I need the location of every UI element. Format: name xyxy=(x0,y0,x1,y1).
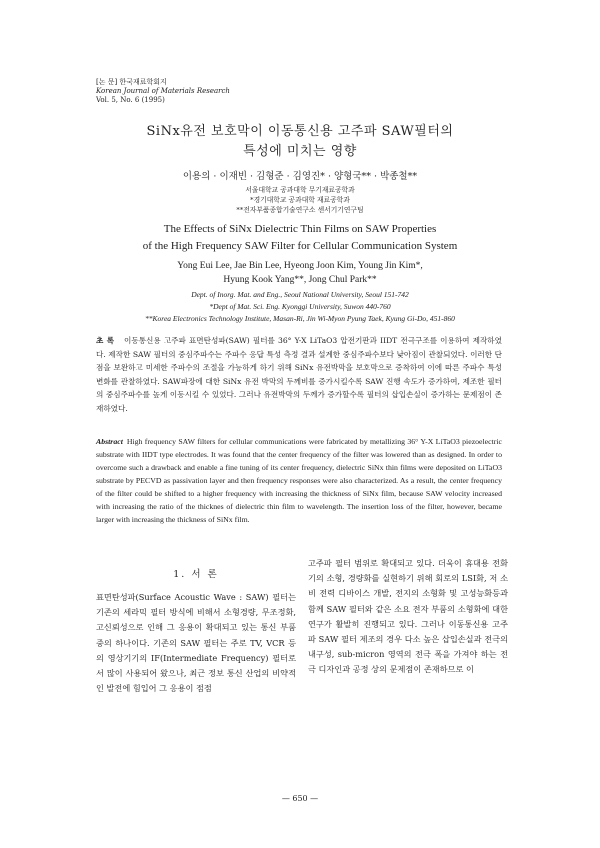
korean-affiliations xyxy=(0,185,600,215)
english-affiliations xyxy=(0,289,600,325)
english-abstract-text: High frequency SAW filters for cellular communications were fabricated by metallizing 36° Y-X LiTaO3 piezoelectric substrate with IIDT type electrodes. It was found that the center frequency of the filter was lowered than as designed. In order to overcome such a drawback and enable a fine tuning of its center frequency, dielectric SiNx thin films were deposited on LiTaO3 substrate by PECVD as passivation layer and then frequency responses were also characterized. As a result, the center frequency of the filter could be shifted to a higher frequency with increasing the thickness of SiNx film, because SAW velocity increased with increasing the ratio of the thicknes of dielectric thin film to wavelength. The insertion loss of the filter, however, became larger with increasing the thickness of SiNx film. xyxy=(96,437,502,524)
journal-name-english: Korean Journal of Materials Research xyxy=(96,87,230,95)
body-paragraph: 고주파 필터 범위로 확대되고 있다. 더욱이 휴대용 전화기의 소형, 경량화를 실현하기 위해 회로의 LSI화, 저 소비 전력 디바이스 개발, 전지의 소형화 및 고성능화등과 함께 SAW 필터와 같은 소요 전자 부품의 소형화에 대한 연구가 활발히 진행되고 있다. 그러나 이동통신용 고주파 SAW 필터 제조의 경우 다소 높은 삽입손실과 전극의 내구성, sub-micron 영역의 전극 폭을 가져야 하는 전극 디자인과 공정 상의 문제점이 존재하므로 이 xyxy=(308,558,508,675)
body-paragraph: 표면탄성파(Surface Acoustic Wave : SAW) 필터는 기존의 세라믹 필터 방식에 비해서 소형경량, 무조정화, 고신뢰성으로 인해 그 응용이 확대되고 있는 통신 부품 중의 하나이다. 기존의 SAW 필터는 주로 TV, VCR 등의 영상기기의 IF(Intermediate Frequency) 필터로서 많이 사용되어 왔으나, 최근 정보 통신 산업의 비약적인 발전에 힘입어 그 응용이 점점 xyxy=(96,592,296,694)
page-number: — 650 — xyxy=(281,794,319,803)
journal-name-korean: [논 문] 한국재료학회지 xyxy=(96,78,167,86)
korean-abstract xyxy=(96,334,502,416)
korean-authors: 이용의 · 이재빈 · 김형준 · 김영진* · 양형국** · 박종철** xyxy=(182,171,418,182)
english-abstract-label: Abstract xyxy=(96,437,123,446)
korean-abstract-label: 초 록 xyxy=(96,336,115,345)
korean-affiliation: *경기대학교 공과대학 재료공학과 xyxy=(250,196,350,204)
english-authors-line1: Yong Eui Lee, Jae Bin Lee, Hyeong Joon Kim, Young Jin Kim*, xyxy=(177,261,423,271)
english-abstract xyxy=(96,435,502,526)
section-title: 1. 서 론 xyxy=(173,569,219,580)
korean-abstract-text: 이동통신용 고주파 표면탄성파(SAW) 필터를 36° Y-X LiTaO3 압전기판과 IIDT 전극구조를 이용하여 제작하였다. 제작한 SAW 필터의 중심주파수는 주파수 응답 특성 측정 결과 설계한 중심주파수보다 낮아짐이 관찰되었다. 이러한 단점을 보완하고 미세한 주파수의 조절을 가능하게 하기 위해 SiNx 유전박막을 보호막으로 증착하여 이에 따른 주파수 특성 변화를 관찰하였다. SAW파장에 대한 SiNx 유전 박막의 두께비를 증가시킬수록 SAW 진행 속도가 증가하여, 제조한 필터의 중심주파수를 높게 이동시킬 수 있었다. 그러나 유전박막의 두께가 증가할수록 필터의 삽입손실이 증가하는 문제점이 존재하였다. xyxy=(96,336,502,413)
korean-affiliation: **전자부품종합기술연구소 센서기기연구팀 xyxy=(236,206,364,214)
english-affiliation: Dept. of Inorg. Mat. and Eng., Seoul National University, Seoul 151-742 xyxy=(191,290,409,299)
english-authors xyxy=(0,259,600,287)
english-affiliation: **Korea Electronics Technology Institute, Masan-Ri, Jin Wi-Myon Pyung Taek, Kyung Gi-Do, 451-860 xyxy=(145,314,455,323)
english-title xyxy=(0,221,600,255)
english-affiliation: *Dept of Mat. Sci. Eng. Kyonggi University, Suwon 440-760 xyxy=(209,302,391,311)
korean-title-line2: 특성에 미치는 영향 xyxy=(243,144,357,159)
korean-title xyxy=(0,122,600,162)
body-column-left xyxy=(96,590,296,696)
body-column-right xyxy=(308,556,508,678)
english-title-line1: The Effects of SiNx Dielectric Thin Films on SAW Properties xyxy=(163,223,437,235)
english-authors-line2: Hyung Kook Yang**, Jong Chul Park** xyxy=(223,275,377,285)
english-title-line2: of the High Frequency SAW Filter for Cellular Communication System xyxy=(142,240,458,252)
journal-header xyxy=(96,78,230,105)
korean-affiliation: 서울대학교 공과대학 무기재료공학과 xyxy=(245,186,355,194)
journal-volume: Vol. 5, No. 6 (1995) xyxy=(96,96,165,104)
korean-title-line1: SiNx유전 보호막이 이동통신용 고주파 SAW필터의 xyxy=(146,124,454,139)
